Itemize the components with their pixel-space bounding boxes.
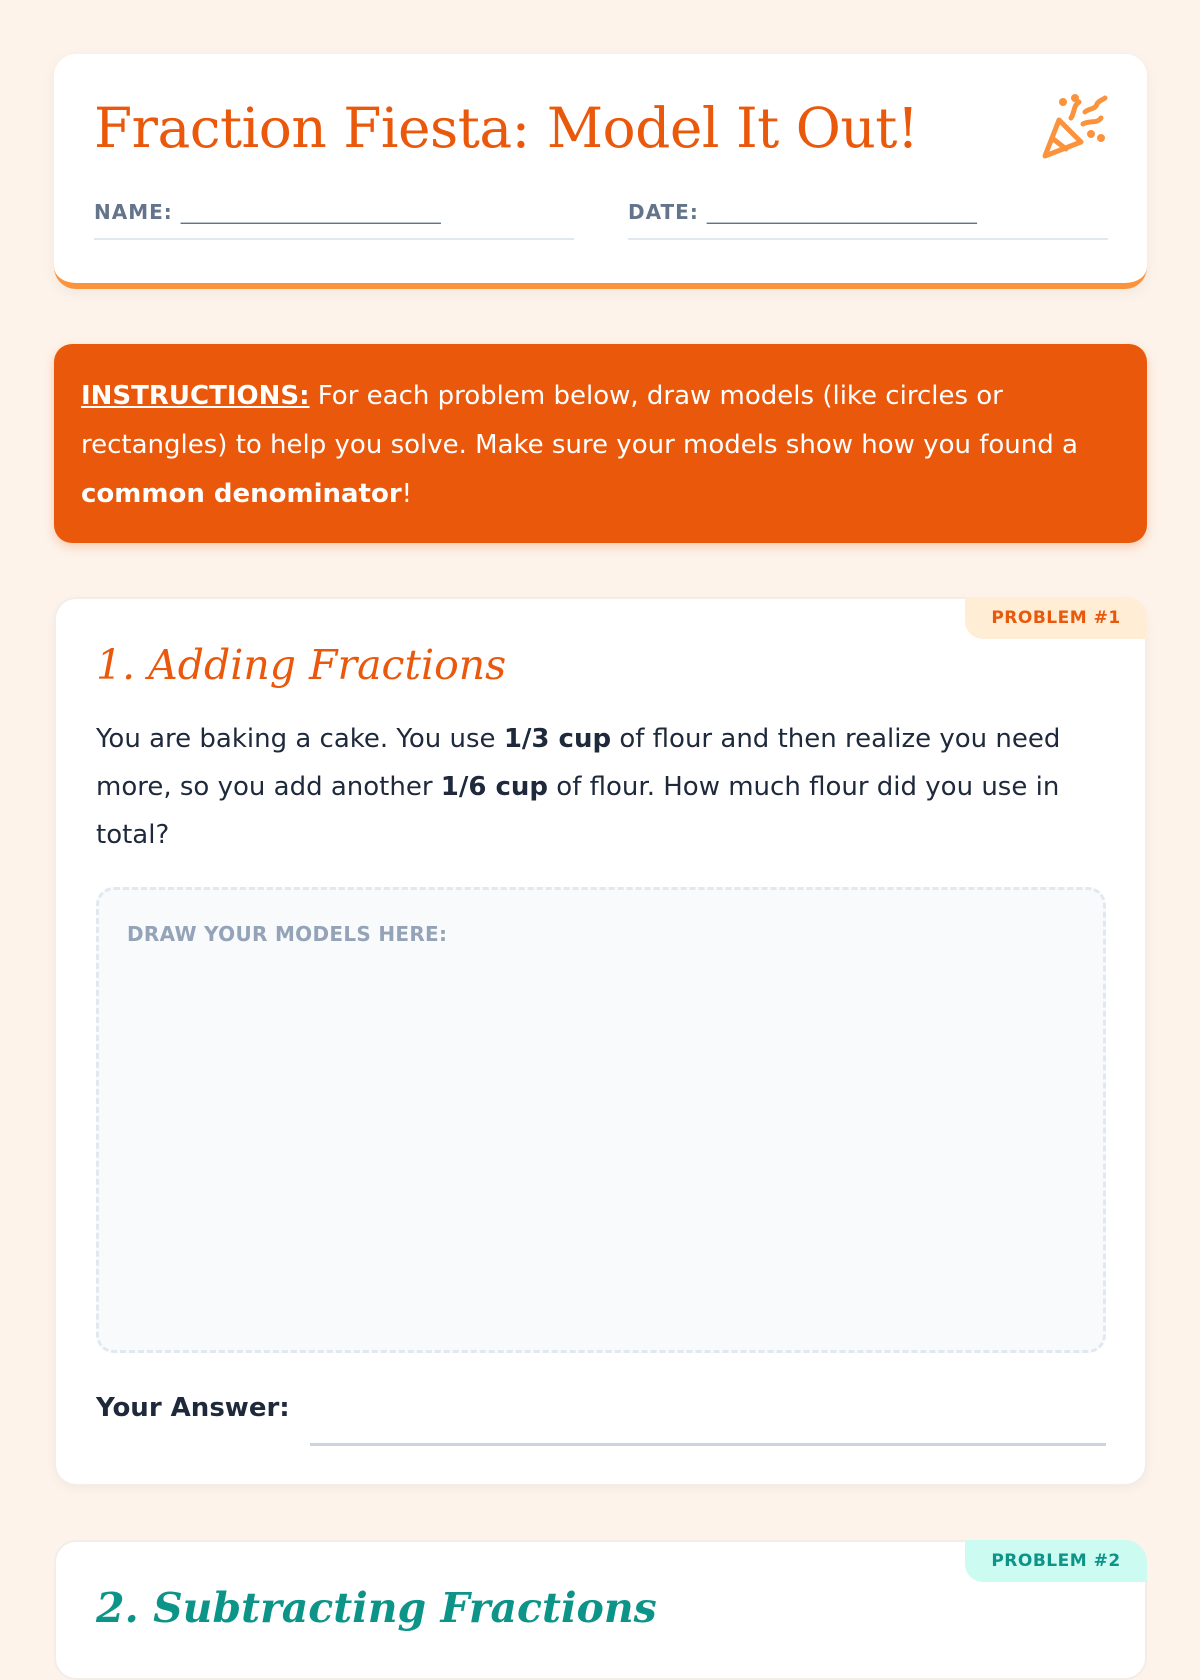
instructions-end: ! (401, 479, 413, 509)
instructions-emphasis: common denominator (81, 479, 402, 509)
answer-label: Your Answer: (96, 1393, 290, 1423)
date-field[interactable] (628, 200, 1108, 240)
party-popper-icon (1039, 94, 1107, 160)
instructions-label: INSTRUCTIONS: (81, 381, 310, 411)
problem-text-part: of flour. How much flour did you use in total? (96, 772, 1060, 850)
answer-input-line[interactable] (310, 1443, 1106, 1446)
problem-text-part: of flour and then realize you need more, so you add another (96, 724, 1061, 802)
drawing-area[interactable] (96, 887, 1106, 1353)
instructions-box (54, 344, 1147, 543)
name-blank: __________________________ (180, 200, 441, 224)
problem-badge-1: PROBLEM #1 (965, 597, 1147, 639)
date-blank: ___________________________ (706, 200, 977, 224)
problem-text-1 (96, 715, 1106, 859)
problem-title-1: 1. Adding Fractions (96, 641, 507, 689)
problem-badge-2: PROBLEM #2 (965, 1540, 1147, 1582)
name-label: NAME: (94, 200, 173, 224)
drawing-area-label: DRAW YOUR MODELS HERE: (127, 922, 448, 946)
problem-fraction-2: 1/6 cup (440, 772, 549, 802)
header-card (54, 54, 1147, 289)
name-field[interactable] (94, 200, 574, 240)
problem-text-part: You are baking a cake. You use (96, 724, 504, 754)
problem-title-2: 2. Subtracting Fractions (96, 1584, 657, 1632)
problem-card-2 (54, 1540, 1147, 1680)
instructions-text: For each problem below, draw models (like circles or rectangles) to help you solve. Make sure your models show how you found a (81, 381, 1078, 460)
worksheet-title: Fraction Fiesta: Model It Out! (94, 96, 919, 160)
date-label: DATE: (628, 200, 699, 224)
problem-card-1 (54, 597, 1147, 1486)
problem-fraction-1: 1/3 cup (503, 724, 612, 754)
